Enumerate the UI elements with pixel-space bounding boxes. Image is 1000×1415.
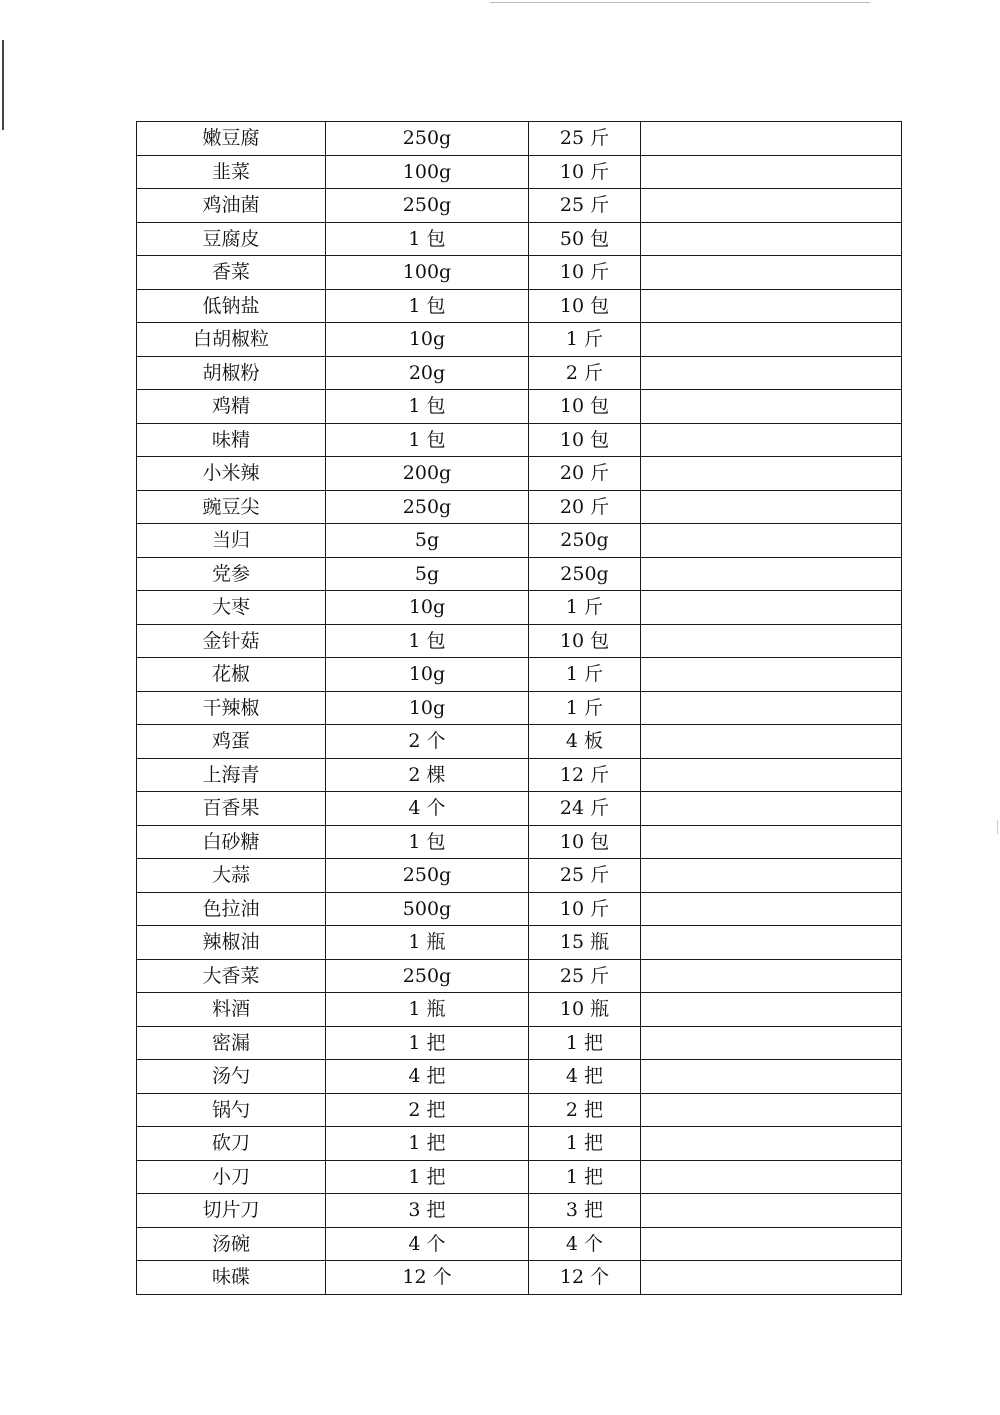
table-row (137, 1127, 902, 1161)
table-row (137, 323, 902, 357)
unit-amount-cell: 250g (326, 122, 529, 156)
total-amount-cell: 250g (529, 557, 641, 591)
unit-amount-cell: 100g (326, 155, 529, 189)
remarks-cell (641, 323, 902, 357)
remarks-cell (641, 1261, 902, 1295)
item-name-cell: 白胡椒粒 (137, 323, 326, 357)
unit-amount-cell: 1 瓶 (326, 926, 529, 960)
table-row (137, 591, 902, 625)
remarks-cell (641, 658, 902, 692)
remarks-cell (641, 256, 902, 290)
table-row (137, 557, 902, 591)
unit-amount-cell: 1 瓶 (326, 993, 529, 1027)
remarks-cell (641, 1093, 902, 1127)
scan-edge-left (2, 40, 4, 130)
item-name-cell: 小米辣 (137, 457, 326, 491)
total-amount-cell: 250g (529, 524, 641, 558)
total-amount-cell: 1 把 (529, 1026, 641, 1060)
table-row (137, 1194, 902, 1228)
total-amount-cell: 12 个 (529, 1261, 641, 1295)
item-name-cell: 金针菇 (137, 624, 326, 658)
remarks-cell (641, 926, 902, 960)
table-row (137, 1026, 902, 1060)
item-name-cell: 料酒 (137, 993, 326, 1027)
unit-amount-cell: 4 个 (326, 1227, 529, 1261)
item-name-cell: 锅勺 (137, 1093, 326, 1127)
item-name-cell: 味碟 (137, 1261, 326, 1295)
table-row (137, 892, 902, 926)
item-name-cell: 味精 (137, 423, 326, 457)
item-name-cell: 砍刀 (137, 1127, 326, 1161)
table-row (137, 658, 902, 692)
unit-amount-cell: 5g (326, 557, 529, 591)
total-amount-cell: 10 瓶 (529, 993, 641, 1027)
unit-amount-cell: 20g (326, 356, 529, 390)
remarks-cell (641, 993, 902, 1027)
remarks-cell (641, 524, 902, 558)
remarks-cell (641, 1060, 902, 1094)
unit-amount-cell: 10g (326, 691, 529, 725)
total-amount-cell: 2 把 (529, 1093, 641, 1127)
item-name-cell: 大香菜 (137, 959, 326, 993)
unit-amount-cell: 1 包 (326, 423, 529, 457)
item-name-cell: 党参 (137, 557, 326, 591)
table-row (137, 859, 902, 893)
unit-amount-cell: 2 把 (326, 1093, 529, 1127)
remarks-cell (641, 356, 902, 390)
table-row (137, 189, 902, 223)
table-row (137, 691, 902, 725)
table-row (137, 792, 902, 826)
total-amount-cell: 24 斤 (529, 792, 641, 826)
table-row (137, 222, 902, 256)
total-amount-cell: 20 斤 (529, 457, 641, 491)
item-name-cell: 大枣 (137, 591, 326, 625)
total-amount-cell: 4 板 (529, 725, 641, 759)
total-amount-cell: 10 包 (529, 289, 641, 323)
item-name-cell: 胡椒粉 (137, 356, 326, 390)
remarks-cell (641, 792, 902, 826)
unit-amount-cell: 10g (326, 591, 529, 625)
unit-amount-cell: 250g (326, 189, 529, 223)
table-row (137, 1227, 902, 1261)
total-amount-cell: 1 把 (529, 1160, 641, 1194)
remarks-cell (641, 457, 902, 491)
table-row (137, 993, 902, 1027)
remarks-cell (641, 825, 902, 859)
total-amount-cell: 10 斤 (529, 155, 641, 189)
total-amount-cell: 1 斤 (529, 658, 641, 692)
item-name-cell: 白砂糖 (137, 825, 326, 859)
total-amount-cell: 1 斤 (529, 591, 641, 625)
item-name-cell: 切片刀 (137, 1194, 326, 1228)
remarks-cell (641, 557, 902, 591)
total-amount-cell: 10 包 (529, 423, 641, 457)
total-amount-cell: 10 包 (529, 390, 641, 424)
unit-amount-cell: 250g (326, 959, 529, 993)
unit-amount-cell: 1 把 (326, 1127, 529, 1161)
remarks-cell (641, 959, 902, 993)
item-name-cell: 豌豆尖 (137, 490, 326, 524)
table-row (137, 725, 902, 759)
total-amount-cell: 20 斤 (529, 490, 641, 524)
item-name-cell: 鸡精 (137, 390, 326, 424)
unit-amount-cell: 250g (326, 490, 529, 524)
remarks-cell (641, 624, 902, 658)
table-row (137, 390, 902, 424)
unit-amount-cell: 200g (326, 457, 529, 491)
total-amount-cell: 25 斤 (529, 859, 641, 893)
item-name-cell: 干辣椒 (137, 691, 326, 725)
unit-amount-cell: 2 个 (326, 725, 529, 759)
remarks-cell (641, 591, 902, 625)
unit-amount-cell: 10g (326, 323, 529, 357)
unit-amount-cell: 10g (326, 658, 529, 692)
table-row (137, 959, 902, 993)
item-name-cell: 上海青 (137, 758, 326, 792)
unit-amount-cell: 4 个 (326, 792, 529, 826)
table-row (137, 758, 902, 792)
remarks-cell (641, 1127, 902, 1161)
unit-amount-cell: 1 包 (326, 825, 529, 859)
remarks-cell (641, 892, 902, 926)
remarks-cell (641, 1026, 902, 1060)
item-name-cell: 香菜 (137, 256, 326, 290)
remarks-cell (641, 155, 902, 189)
item-name-cell: 当归 (137, 524, 326, 558)
item-name-cell: 低钠盐 (137, 289, 326, 323)
supply-table-body (137, 122, 902, 1295)
remarks-cell (641, 222, 902, 256)
table-row (137, 356, 902, 390)
total-amount-cell: 10 斤 (529, 256, 641, 290)
total-amount-cell: 1 斤 (529, 691, 641, 725)
unit-amount-cell: 4 把 (326, 1060, 529, 1094)
remarks-cell (641, 390, 902, 424)
remarks-cell (641, 758, 902, 792)
table-row (137, 1093, 902, 1127)
item-name-cell: 密漏 (137, 1026, 326, 1060)
total-amount-cell: 3 把 (529, 1194, 641, 1228)
table-row (137, 1160, 902, 1194)
item-name-cell: 鸡油菌 (137, 189, 326, 223)
remarks-cell (641, 691, 902, 725)
remarks-cell (641, 289, 902, 323)
table-row (137, 624, 902, 658)
item-name-cell: 嫩豆腐 (137, 122, 326, 156)
unit-amount-cell: 1 把 (326, 1160, 529, 1194)
total-amount-cell: 10 斤 (529, 892, 641, 926)
unit-amount-cell: 250g (326, 859, 529, 893)
item-name-cell: 汤勺 (137, 1060, 326, 1094)
unit-amount-cell: 5g (326, 524, 529, 558)
remarks-cell (641, 859, 902, 893)
unit-amount-cell: 12 个 (326, 1261, 529, 1295)
unit-amount-cell: 1 包 (326, 390, 529, 424)
unit-amount-cell: 3 把 (326, 1194, 529, 1228)
item-name-cell: 小刀 (137, 1160, 326, 1194)
table-row (137, 1060, 902, 1094)
remarks-cell (641, 189, 902, 223)
total-amount-cell: 12 斤 (529, 758, 641, 792)
total-amount-cell: 1 斤 (529, 323, 641, 357)
table-row (137, 256, 902, 290)
supply-table (136, 121, 902, 1295)
unit-amount-cell: 2 棵 (326, 758, 529, 792)
item-name-cell: 百香果 (137, 792, 326, 826)
total-amount-cell: 2 斤 (529, 356, 641, 390)
total-amount-cell: 4 把 (529, 1060, 641, 1094)
scan-edge-top (490, 2, 870, 3)
table-row (137, 524, 902, 558)
unit-amount-cell: 1 包 (326, 222, 529, 256)
table-row (137, 155, 902, 189)
item-name-cell: 鸡蛋 (137, 725, 326, 759)
unit-amount-cell: 1 把 (326, 1026, 529, 1060)
table-row (137, 825, 902, 859)
remarks-cell (641, 490, 902, 524)
remarks-cell (641, 1227, 902, 1261)
table-row (137, 457, 902, 491)
total-amount-cell: 10 包 (529, 825, 641, 859)
table-row (137, 423, 902, 457)
unit-amount-cell: 100g (326, 256, 529, 290)
table-row (137, 490, 902, 524)
remarks-cell (641, 1194, 902, 1228)
item-name-cell: 花椒 (137, 658, 326, 692)
total-amount-cell: 25 斤 (529, 189, 641, 223)
item-name-cell: 豆腐皮 (137, 222, 326, 256)
total-amount-cell: 15 瓶 (529, 926, 641, 960)
table-row (137, 926, 902, 960)
total-amount-cell: 25 斤 (529, 959, 641, 993)
remarks-cell (641, 725, 902, 759)
table-row (137, 122, 902, 156)
item-name-cell: 色拉油 (137, 892, 326, 926)
remarks-cell (641, 122, 902, 156)
total-amount-cell: 50 包 (529, 222, 641, 256)
total-amount-cell: 25 斤 (529, 122, 641, 156)
unit-amount-cell: 500g (326, 892, 529, 926)
scan-edge-right (997, 820, 998, 834)
item-name-cell: 汤碗 (137, 1227, 326, 1261)
total-amount-cell: 1 把 (529, 1127, 641, 1161)
unit-amount-cell: 1 包 (326, 289, 529, 323)
total-amount-cell: 4 个 (529, 1227, 641, 1261)
item-name-cell: 辣椒油 (137, 926, 326, 960)
unit-amount-cell: 1 包 (326, 624, 529, 658)
item-name-cell: 韭菜 (137, 155, 326, 189)
table-row (137, 1261, 902, 1295)
remarks-cell (641, 1160, 902, 1194)
item-name-cell: 大蒜 (137, 859, 326, 893)
total-amount-cell: 10 包 (529, 624, 641, 658)
remarks-cell (641, 423, 902, 457)
table-row (137, 289, 902, 323)
